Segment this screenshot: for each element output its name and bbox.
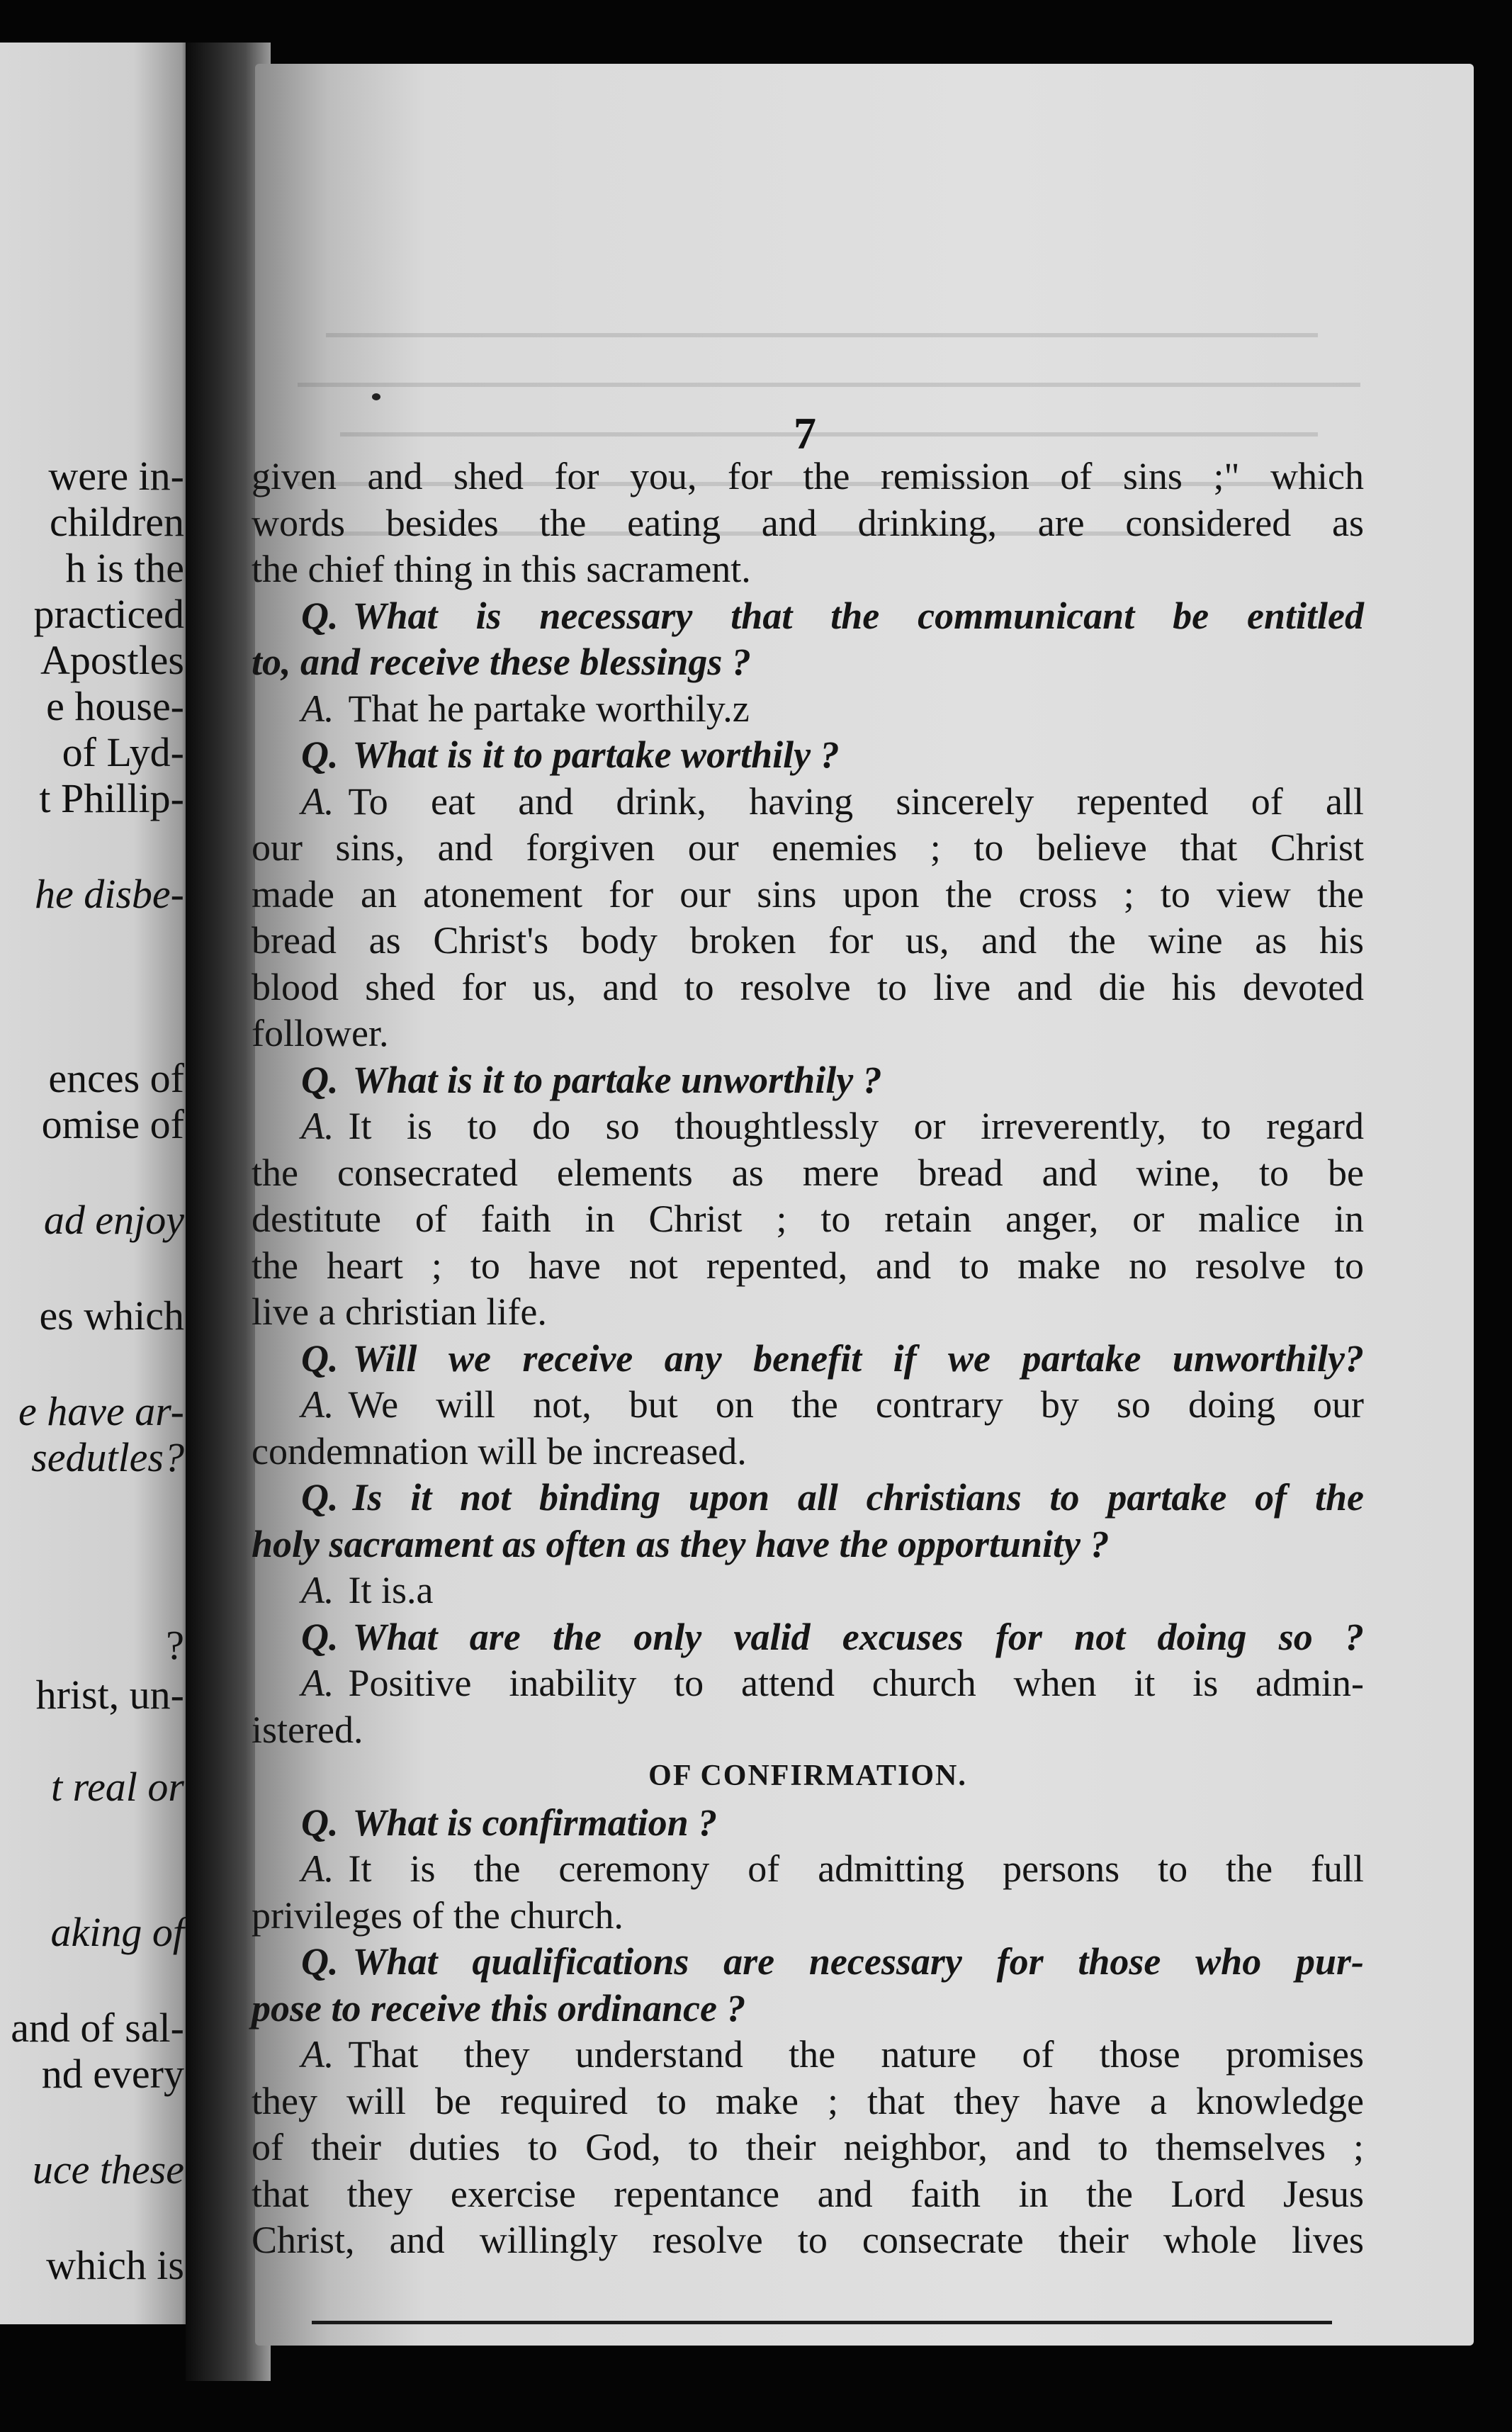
- line-text: pose to receive this ordinance ?: [252, 1986, 746, 2030]
- answer-line: [252, 2032, 1364, 2078]
- facing-page-fragment: [0, 43, 191, 2324]
- facing-page-line: nd every: [41, 2051, 184, 2097]
- line-text: the chief thing in this sacrament.: [252, 548, 751, 590]
- line-text: What are the only valid excuses for not doing so ?: [352, 1615, 1364, 1658]
- line-text: It is the ceremony of admitting persons to the full: [348, 1847, 1364, 1890]
- question-line: [252, 593, 1364, 640]
- line-text: destitute of faith in Christ ; to retain anger, or malice in: [252, 1198, 1364, 1240]
- answer-label: A.: [301, 687, 334, 730]
- page-number: 7: [794, 408, 816, 458]
- question-line: [252, 1057, 1364, 1104]
- line-text: words besides the eating and drinking, are considered as: [252, 501, 1364, 544]
- line-text: condemnation will be increased.: [252, 1429, 747, 1473]
- answer-line: [252, 1707, 1364, 1754]
- line-text: privileges of the church.: [252, 1893, 624, 1937]
- ink-speck: [372, 393, 380, 400]
- answer-line: [252, 686, 1364, 733]
- answer-line: [252, 454, 1364, 500]
- facing-page-line: h is the: [65, 545, 184, 591]
- answer-line: [252, 2171, 1364, 2218]
- line-text: What is it to partake unworthily ?: [352, 1058, 882, 1101]
- answer-line: [252, 1103, 1364, 1150]
- facing-page-line: ad enjoy: [43, 1197, 184, 1243]
- answer-line: [252, 2078, 1364, 2125]
- section-heading: OF CONFIRMATION.: [648, 1760, 967, 1792]
- line-text: live a christian life.: [252, 1290, 547, 1333]
- facing-page-line: which is: [46, 2242, 184, 2288]
- line-text: of their duties to God, to their neighbor, and to themselves ;: [252, 2126, 1364, 2168]
- answer-line: [252, 2217, 1364, 2264]
- answer-line: [252, 1196, 1364, 1243]
- facing-page-line: practiced: [33, 591, 184, 637]
- facing-page-line: sedutles?: [31, 1434, 184, 1480]
- line-text: What is necessary that the communicant be entitled: [352, 594, 1364, 637]
- answer-line: [252, 1660, 1364, 1707]
- line-text: Christ, and willingly resolve to consecrate their whole lives: [252, 2219, 1364, 2261]
- question-label: Q.: [301, 594, 339, 637]
- answer-line: [252, 1382, 1364, 1429]
- answer-line: [252, 1567, 1364, 1614]
- catechism-text: [252, 454, 1364, 2264]
- line-text: made an atonement for our sins upon the cross ; to view the: [252, 872, 1364, 916]
- line-text: To eat and drink, having sincerely repented of all: [348, 779, 1364, 823]
- question-line: [252, 732, 1364, 779]
- question-line: [252, 1336, 1364, 1383]
- question-label: Q.: [301, 733, 339, 776]
- answer-label: A.: [301, 1662, 334, 1704]
- answer-line: [252, 1289, 1364, 1336]
- facing-page-line: and of sal-: [11, 2005, 184, 2051]
- facing-page-line: t real or: [51, 1764, 184, 1810]
- facing-page-line: ?: [166, 1622, 184, 1668]
- question-line: [252, 1800, 1364, 1847]
- facing-page-line: es which: [39, 1293, 184, 1339]
- facing-page-line: he disbe-: [35, 871, 184, 917]
- question-label: Q.: [301, 1940, 339, 1983]
- answer-line: [252, 918, 1364, 964]
- facing-page-line: uce these: [32, 2146, 184, 2192]
- facing-page-line: omise of: [41, 1101, 184, 1147]
- line-text: That they understand the nature of those promises: [348, 2033, 1364, 2076]
- line-text: Will we receive any benefit if we partake unworthily?: [352, 1336, 1364, 1380]
- answer-line: [252, 825, 1364, 872]
- facing-page-line: Apostles: [40, 637, 184, 683]
- facing-page-line: e house-: [46, 683, 184, 729]
- line-text: It is.a: [348, 1569, 434, 1611]
- line-text: We will not, but on the contrary by so doing our: [348, 1383, 1364, 1426]
- line-text: bread as Christ's body broken for us, and the wine as his: [252, 919, 1364, 962]
- question-line: [252, 1475, 1364, 1521]
- answer-label: A.: [301, 1847, 334, 1890]
- answer-line: [252, 964, 1364, 1011]
- line-text: given and shed for you, for the remission of sins ;" which: [252, 455, 1364, 497]
- line-text: our sins, and forgiven our enemies ; to believe that Christ: [252, 826, 1364, 869]
- line-text: that they exercise repentance and faith in the Lord Jesus: [252, 2172, 1364, 2215]
- answer-label: A.: [301, 1105, 334, 1147]
- line-text: blood shed for us, and to resolve to live and die his devoted: [252, 965, 1364, 1008]
- line-text: the consecrated elements as mere bread and wine, to be: [252, 1151, 1364, 1194]
- question-line: [252, 639, 1364, 686]
- line-text: Positive inability to attend church when it is admin-: [348, 1662, 1364, 1704]
- line-text: to, and receive these blessings ?: [252, 641, 751, 683]
- line-text: the heart ; to have not repented, and to make no resolve to: [252, 1244, 1364, 1287]
- answer-line: [252, 546, 1364, 593]
- answer-line: [252, 1010, 1364, 1057]
- line-text: holy sacrament as often as they have the opportunity ?: [252, 1522, 1110, 1565]
- answer-line: [252, 1243, 1364, 1290]
- facing-page-line: e have ar-: [18, 1388, 184, 1434]
- bottom-rule: [312, 2321, 1332, 2324]
- answer-line: [252, 2124, 1364, 2171]
- answer-label: A.: [301, 779, 334, 823]
- answer-label: A.: [301, 1383, 334, 1426]
- facing-page-line: t Phillip-: [39, 775, 184, 821]
- answer-line: [252, 872, 1364, 918]
- line-text: they will be required to make ; that they have a knowledge: [252, 2079, 1364, 2122]
- answer-line: [252, 1150, 1364, 1197]
- line-text: That he partake worthily.z: [348, 687, 750, 730]
- line-text: It is to do so thoughtlessly or irreverently, to regard: [348, 1105, 1364, 1147]
- line-text: Is it not binding upon all christians to partake of the: [352, 1476, 1364, 1519]
- facing-page-line: were in-: [48, 453, 184, 499]
- question-line: [252, 1521, 1364, 1568]
- facing-page-line: ences of: [48, 1055, 184, 1101]
- question-line: [252, 1939, 1364, 1986]
- facing-page-line: of Lyd-: [62, 729, 184, 775]
- line-text: What is it to partake worthily ?: [352, 733, 840, 776]
- facing-page-line: children: [49, 499, 184, 545]
- question-label: Q.: [301, 1336, 339, 1380]
- question-label: Q.: [301, 1615, 339, 1658]
- question-label: Q.: [301, 1058, 339, 1101]
- answer-line: [252, 500, 1364, 547]
- question-label: Q.: [301, 1801, 339, 1844]
- answer-label: A.: [301, 2033, 334, 2076]
- answer-line: [252, 779, 1364, 826]
- line-text: istered.: [252, 1708, 363, 1751]
- facing-page-line: aking of: [50, 1909, 184, 1955]
- line-text: What is confirmation ?: [352, 1801, 718, 1844]
- answer-line: [252, 1846, 1364, 1893]
- question-line: [252, 1986, 1364, 2032]
- answer-label: A.: [301, 1569, 334, 1611]
- question-line: [252, 1614, 1364, 1661]
- answer-line: [252, 1893, 1364, 1940]
- answer-line: [252, 1429, 1364, 1475]
- line-text: What qualifications are necessary for those who pur-: [352, 1940, 1364, 1983]
- facing-page-line: hrist, un-: [35, 1672, 184, 1718]
- question-label: Q.: [301, 1476, 339, 1519]
- line-text: follower.: [252, 1012, 389, 1054]
